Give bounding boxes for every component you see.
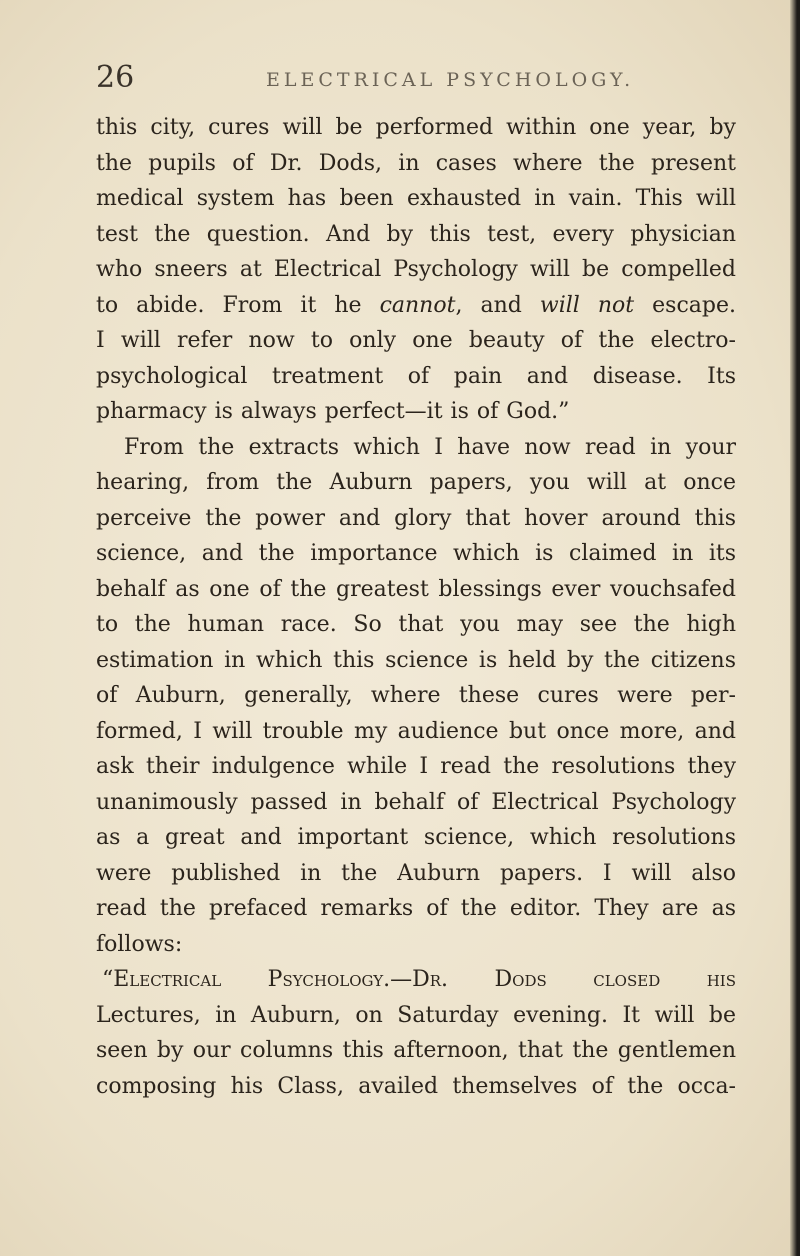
text-line: the pupils of Dr. Dods, in cases where the present [96,150,736,176]
text-line: unanimously passed in behalf of Electrical Psychology [96,789,736,815]
italic-emphasis: will not [539,292,635,318]
text-line: psychological treatment of pain and disease. Its [96,363,736,389]
page-binding-edge [790,0,800,1256]
text-line: perceive the power and glory that hover around this [96,505,736,531]
running-head [96,60,736,100]
text-line: composing his Class, availed themselves of the occa- [96,1073,736,1099]
text-line: medical system has been exhausted in vain. This will [96,186,736,211]
text-line: of Auburn, generally, where these cures were per- [96,683,736,708]
text-line: science, and the importance which is claimed in its [96,541,736,566]
text-line: were published in the Auburn papers. I will also [96,860,736,886]
text-line: to the human race. So that you may see the high [96,612,736,637]
text-line: read the prefaced remarks of the editor. They are as [96,896,736,921]
text-line: ask their indulgence while I read the resolutions they [96,754,736,779]
text-line: follows: [96,931,183,957]
text-line: test the question. And by this test, every physician [96,221,736,247]
text-line: seen by our columns this afternoon, that the gentlemen [96,1038,736,1063]
text-line: Lectures, in Auburn, on Saturday evening. It will be [96,1002,736,1028]
text-line: behalf as one of the greatest blessings ever vouchsafed [96,576,736,602]
text-line: this city, cures will be performed within one year, by [96,115,736,140]
page-number: 26 [96,60,135,95]
running-title: ELECTRICAL PSYCHOLOGY. [266,69,635,91]
text-line: pharmacy is always perfect—it is of God.” [96,399,570,424]
body-text [96,110,736,1104]
text-line: estimation in which this science is held by the citizens [96,647,736,673]
text-line: I will refer now to only one beauty of the electro- [96,328,736,353]
quotation-heading-line: “Electrical Psychology.—Dr. Dods closed his [102,967,736,992]
text-line: hearing, from the Auburn papers, you will at once [96,470,736,495]
text-line: as a great and important science, which resolutions [96,825,736,850]
italic-emphasis: cannot [379,292,456,318]
paragraph-start-line: From the extracts which I have now read in your [124,434,736,460]
text-line-emphasis: to abide. From it he cannot, and will not escape. [96,292,736,318]
text-line: formed, I will trouble my audience but once more, and [96,718,736,744]
text-line: who sneers at Electrical Psychology will be compelled [96,257,736,282]
